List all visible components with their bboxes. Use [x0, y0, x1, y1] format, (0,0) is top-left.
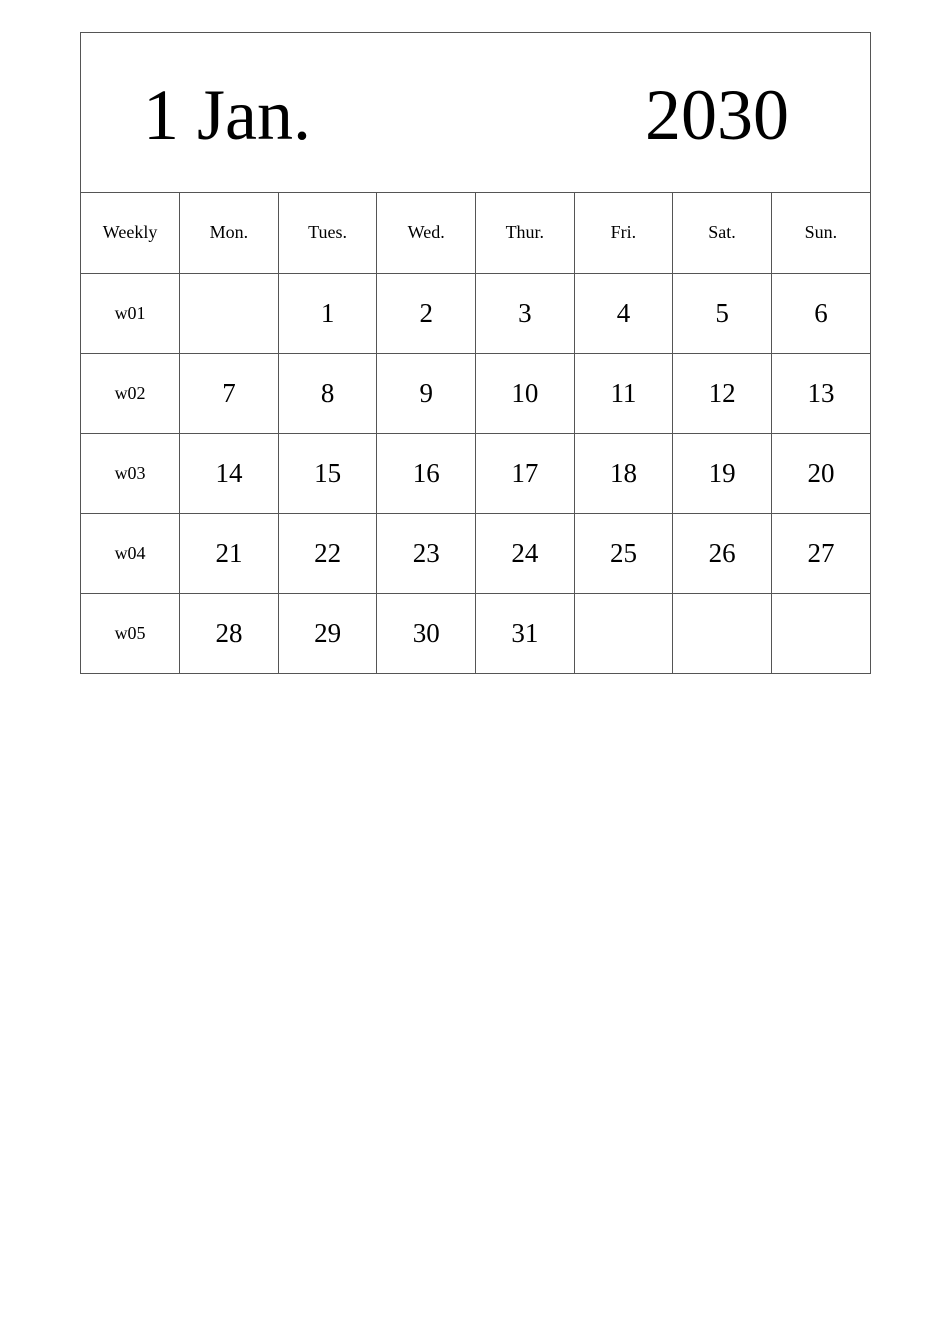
day-cell: 3 — [476, 273, 575, 353]
day-cell: 15 — [278, 433, 377, 513]
day-cell: 4 — [574, 273, 673, 353]
week-number: w05 — [81, 593, 180, 673]
day-cell — [574, 593, 673, 673]
day-cell: 25 — [574, 513, 673, 593]
week-row — [81, 513, 870, 593]
day-cell: 31 — [476, 593, 575, 673]
day-cell: 14 — [180, 433, 279, 513]
day-cell: 6 — [771, 273, 870, 353]
day-cell: 19 — [673, 433, 772, 513]
weekly-column-header: Weekly — [81, 193, 180, 273]
day-cell: 17 — [476, 433, 575, 513]
day-cell: 20 — [771, 433, 870, 513]
day-cell: 22 — [278, 513, 377, 593]
week-number: w03 — [81, 433, 180, 513]
weekday-header-fri: Fri. — [574, 193, 673, 273]
day-cell: 29 — [278, 593, 377, 673]
weekday-header-sun: Sun. — [771, 193, 870, 273]
weekday-header-wed: Wed. — [377, 193, 476, 273]
day-cell: 11 — [574, 353, 673, 433]
day-cell — [673, 593, 772, 673]
weekday-header-thu: Thur. — [476, 193, 575, 273]
day-cell: 27 — [771, 513, 870, 593]
week-row — [81, 273, 870, 353]
day-cell — [771, 593, 870, 673]
week-number: w01 — [81, 273, 180, 353]
day-cell: 16 — [377, 433, 476, 513]
day-cell: 26 — [673, 513, 772, 593]
day-cell: 10 — [476, 353, 575, 433]
day-cell: 2 — [377, 273, 476, 353]
day-cell: 30 — [377, 593, 476, 673]
day-cell: 5 — [673, 273, 772, 353]
day-cell: 9 — [377, 353, 476, 433]
calendar-grid — [81, 193, 870, 673]
week-number: w02 — [81, 353, 180, 433]
day-cell: 1 — [278, 273, 377, 353]
weekday-header-tue: Tues. — [278, 193, 377, 273]
day-cell: 23 — [377, 513, 476, 593]
week-number: w04 — [81, 513, 180, 593]
calendar-header — [81, 33, 870, 193]
week-row — [81, 433, 870, 513]
day-cell — [180, 273, 279, 353]
day-cell: 12 — [673, 353, 772, 433]
day-cell: 7 — [180, 353, 279, 433]
calendar — [80, 32, 871, 674]
month-title: 1 Jan. — [143, 75, 311, 155]
week-row — [81, 353, 870, 433]
day-cell: 8 — [278, 353, 377, 433]
day-cell: 13 — [771, 353, 870, 433]
day-cell: 18 — [574, 433, 673, 513]
weekday-header-sat: Sat. — [673, 193, 772, 273]
day-cell: 21 — [180, 513, 279, 593]
weekday-header-row — [81, 193, 870, 273]
week-row — [81, 593, 870, 673]
weekday-header-mon: Mon. — [180, 193, 279, 273]
day-cell: 28 — [180, 593, 279, 673]
day-cell: 24 — [476, 513, 575, 593]
year-title: 2030 — [645, 75, 789, 155]
